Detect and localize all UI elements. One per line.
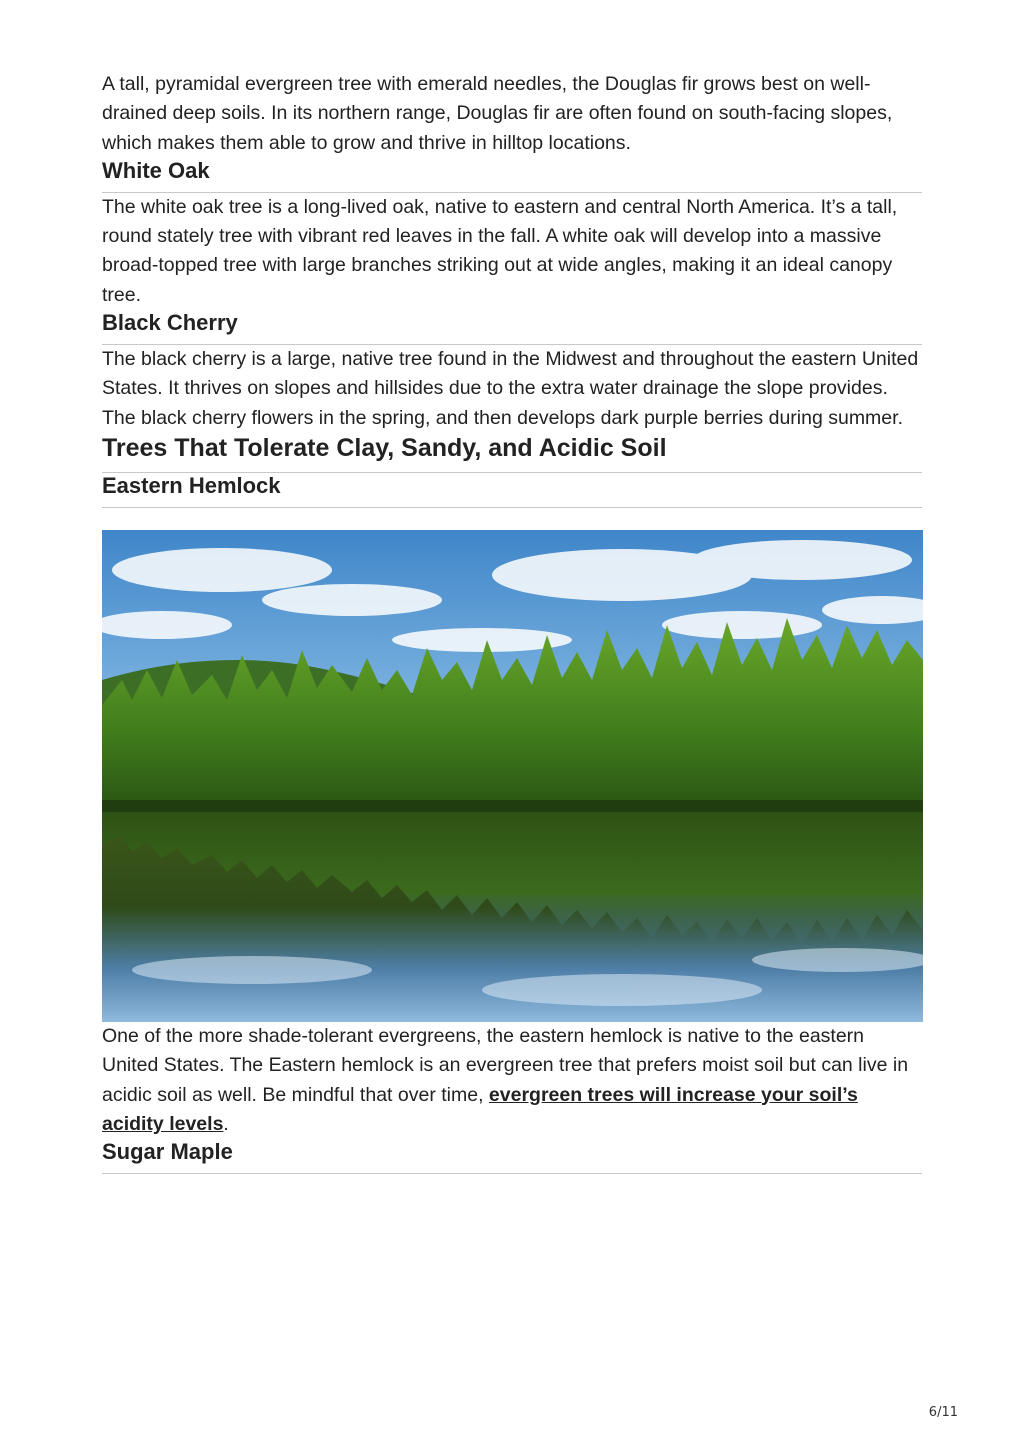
douglas-fir-paragraph: A tall, pyramidal evergreen tree with emerald needles, the Douglas fir grows best on well-drained deep soils. In its northern range, Douglas fir are often found on south-facing slopes, which makes them able to grow and thrive in hilltop locations. [102,73,893,154]
white-oak-paragraph: The white oak tree is a long-lived oak, native to eastern and central North America. It’s a tall, round stately tree with vibrant red leaves in the fall. A white oak will develop into a massive broad-topped tree with large branches striking out at wide angles, making it an ideal canopy tree. [102,195,898,306]
eastern-hemlock-heading: Eastern Hemlock [102,473,922,508]
sugar-maple-heading: Sugar Maple [102,1139,922,1174]
article-content [102,70,922,1174]
acidity-link[interactable]: evergreen trees will increase your soil’s acidity levels [102,1083,858,1135]
black-cherry-paragraph: The black cherry is a large, native tree found in the Midwest and throughout the eastern United States. It thrives on slopes and hillsides due to the extra water drainage the slope provides. The black cherry flowers in the spring, and then develops dark purple berries during summer. [102,348,919,429]
section-heading: Trees That Tolerate Clay, Sandy, and Acidic Soil [102,433,922,473]
hemlock-paragraph-end: . [223,1112,229,1135]
black-cherry-heading: Black Cherry [102,310,922,345]
page-number: 6/11 [928,1405,958,1420]
forest-lake-photo [102,530,923,1022]
eastern-hemlock-paragraph [102,1022,922,1139]
white-oak-heading: White Oak [102,158,922,193]
hemlock-paragraph-text: One of the more shade-tolerant evergreens, the eastern hemlock is native to the eastern United States. The Eastern hemlock is an evergreen tree that prefers moist soil but can live in acidic soil as well. Be mindful that over time, [102,1024,909,1106]
